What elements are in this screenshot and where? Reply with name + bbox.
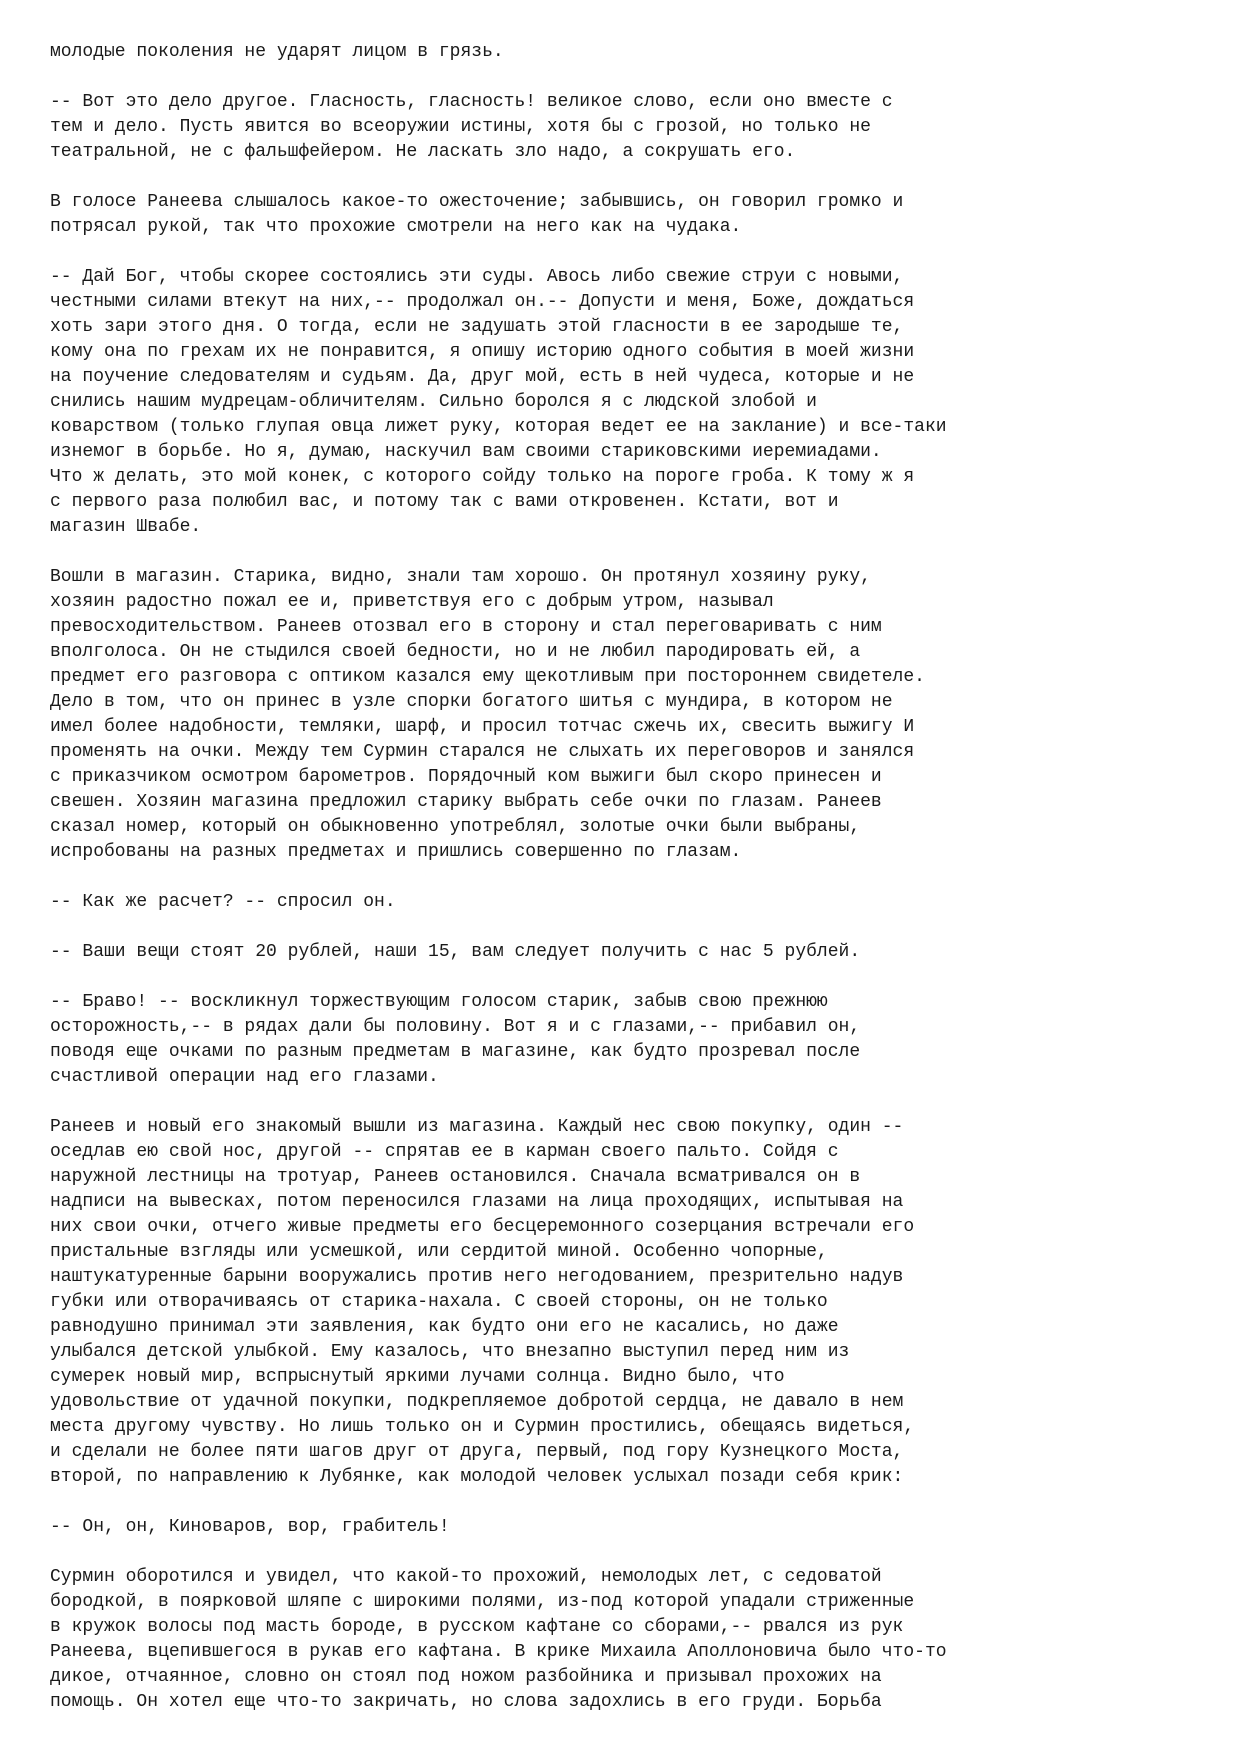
text-line: бородкой, в поярковой шляпе с широкими полями, из-под которой упадали стриженные — [50, 1592, 915, 1612]
text-line: кому она по грехам их не понравится, я опишу историю одного события в моей жизни — [50, 342, 915, 362]
text-line: сказал номер, который он обыкновенно употреблял, золотые очки были выбраны, — [50, 817, 861, 837]
text-line: Вошли в магазин. Старика, видно, знали там хорошо. Он протянул хозяину руку, — [50, 567, 871, 587]
text-line: имел более надобности, темляки, шарф, и просил тотчас сжечь их, свесить выжигу И — [50, 717, 915, 737]
text-line: на поучение следователям и судьям. Да, друг мой, есть в ней чудеса, которые и не — [50, 367, 915, 387]
text-line: тем и дело. Пусть явится во всеоружии истины, хотя бы с грозой, но только не — [50, 117, 871, 137]
text-line: Ранеев и новый его знакомый вышли из магазина. Каждый нес свою покупку, один -- — [50, 1117, 904, 1137]
text-line: помощь. Он хотел еще что-то закричать, но слова задохлись в его груди. Борьба — [50, 1692, 882, 1712]
text-line: -- Ваши вещи стоят 20 рублей, наши 15, вам следует получить с нас 5 рублей. — [50, 942, 861, 962]
text-line: -- Браво! -- воскликнул торжествующим голосом старик, забыв свою прежнюю — [50, 992, 828, 1012]
text-line: -- Как же расчет? -- спросил он. — [50, 892, 396, 912]
text-line: вполголоса. Он не стыдился своей бедности, но и не любил пародировать ей, а — [50, 642, 861, 662]
text-line: магазин Швабе. — [50, 517, 202, 537]
text-line: губки или отворачиваясь от старика-нахала. С своей стороны, он не только — [50, 1292, 828, 1312]
text-line: свешен. Хозяин магазина предложил старику выбрать себе очки по глазам. Ранеев — [50, 792, 882, 812]
text-line: равнодушно принимал эти заявления, как будто они его не касались, но даже — [50, 1317, 839, 1337]
text-line: хоть зари этого дня. О тогда, если не задушать этой гласности в ее зародыше те, — [50, 317, 904, 337]
text-line: променять на очки. Между тем Сурмин старался не слыхать их переговоров и занялся — [50, 742, 915, 762]
paragraph — [50, 1115, 1210, 1490]
text-line: молодые поколения не ударят лицом в грязь. — [50, 42, 504, 62]
text-line: них свои очки, отчего живые предметы его бесцеремонного созерцания встречали его — [50, 1217, 915, 1237]
text-line: В голосе Ранеева слышалось какое-то ожесточение; забывшись, он говорил громко и — [50, 192, 904, 212]
text-line: оседлав ею свой нос, другой -- спрятав ее в карман своего пальто. Сойдя с — [50, 1142, 839, 1162]
paragraph — [50, 565, 1210, 865]
text-line: -- Дай Бог, чтобы скорее состоялись эти суды. Авось либо свежие струи с новыми, — [50, 267, 904, 287]
text-line: коварством (только глупая овца лижет руку, которая ведет ее на заклание) и все-таки — [50, 417, 947, 437]
text-line: Что ж делать, это мой конек, с которого сойду только на пороге гроба. К тому ж я — [50, 467, 915, 487]
paragraph — [50, 1565, 1210, 1715]
text-line: и сделали не более пяти шагов друг от друга, первый, под гору Кузнецкого Моста, — [50, 1442, 904, 1462]
text-line: Ранеева, вцепившегося в рукав его кафтана. В крике Михаила Аполлоновича было что-то — [50, 1642, 947, 1662]
text-line: -- Вот это дело другое. Гласность, гласность! великое слово, если оно вместе с — [50, 92, 893, 112]
text-line: изнемог в борьбе. Но я, думаю, наскучил вам своими стариковскими иеремиадами. — [50, 442, 882, 462]
text-line: наштукатуренные барыни вооружались против него негодованием, презрительно надув — [50, 1267, 904, 1287]
paragraph — [50, 1515, 1210, 1540]
paragraph — [50, 90, 1210, 165]
text-line: сумерек новый мир, вспрыснутый яркими лучами солнца. Видно было, что — [50, 1367, 785, 1387]
text-line: в кружок волосы под масть бороде, в русском кафтане со сборами,-- рвался из рук — [50, 1617, 904, 1637]
text-line: честными силами втекут на них,-- продолжал он.-- Допусти и меня, Боже, дождаться — [50, 292, 915, 312]
text-line: наружной лестницы на тротуар, Ранеев остановился. Сначала всматривался он в — [50, 1167, 861, 1187]
text-line: второй, по направлению к Лубянке, как молодой человек услыхал позади себя крик: — [50, 1467, 904, 1487]
text-line: пристальные взгляды или усмешкой, или сердитой миной. Особенно чопорные, — [50, 1242, 828, 1262]
text-line: осторожность,-- в рядах дали бы половину. Вот я и с глазами,-- прибавил он, — [50, 1017, 861, 1037]
text-line: предмет его разговора с оптиком казался ему щекотливым при постороннем свидетеле. — [50, 667, 925, 687]
paragraph — [50, 190, 1210, 240]
text-line: Сурмин оборотился и увидел, что какой-то прохожий, немолодых лет, с седоватой — [50, 1567, 882, 1587]
text-line: счастливой операции над его глазами. — [50, 1067, 439, 1087]
text-line: надписи на вывесках, потом переносился глазами на лица проходящих, испытывая на — [50, 1192, 904, 1212]
text-line: -- Он, он, Киноваров, вор, грабитель! — [50, 1517, 450, 1537]
paragraph — [50, 40, 1210, 65]
paragraph — [50, 265, 1210, 540]
text-line: театральной, не с фальшфейером. Не ласкать зло надо, а сокрушать его. — [50, 142, 796, 162]
text-line: удовольствие от удачной покупки, подкрепляемое добротой сердца, не давало в нем — [50, 1392, 904, 1412]
text-line: снились нашим мудрецам-обличителям. Сильно боролся я с людской злобой и — [50, 392, 817, 412]
paragraph — [50, 890, 1210, 915]
paragraph — [50, 940, 1210, 965]
text-line: превосходительством. Ранеев отозвал его в сторону и стал переговаривать с ним — [50, 617, 882, 637]
document-page — [50, 40, 1210, 1740]
text-line: улыбался детской улыбкой. Ему казалось, что внезапно выступил перед ним из — [50, 1342, 850, 1362]
text-line: с приказчиком осмотром барометров. Порядочный ком выжиги был скоро принесен и — [50, 767, 882, 787]
text-line: потрясал рукой, так что прохожие смотрели на него как на чудака. — [50, 217, 742, 237]
text-line: с первого раза полюбил вас, и потому так с вами откровенен. Кстати, вот и — [50, 492, 839, 512]
text-line: хозяин радостно пожал ее и, приветствуя его с добрым утром, называл — [50, 592, 774, 612]
text-line: Дело в том, что он принес в узле спорки богатого шитья с мундира, в котором не — [50, 692, 893, 712]
text-line: дикое, отчаянное, словно он стоял под ножом разбойника и призывал прохожих на — [50, 1667, 882, 1687]
text-line: испробованы на разных предметах и пришлись совершенно по глазам. — [50, 842, 742, 862]
text-line: места другому чувству. Но лишь только он и Сурмин простились, обещаясь видеться, — [50, 1417, 915, 1437]
paragraph — [50, 990, 1210, 1090]
text-line: поводя еще очками по разным предметам в магазине, как будто прозревал после — [50, 1042, 861, 1062]
